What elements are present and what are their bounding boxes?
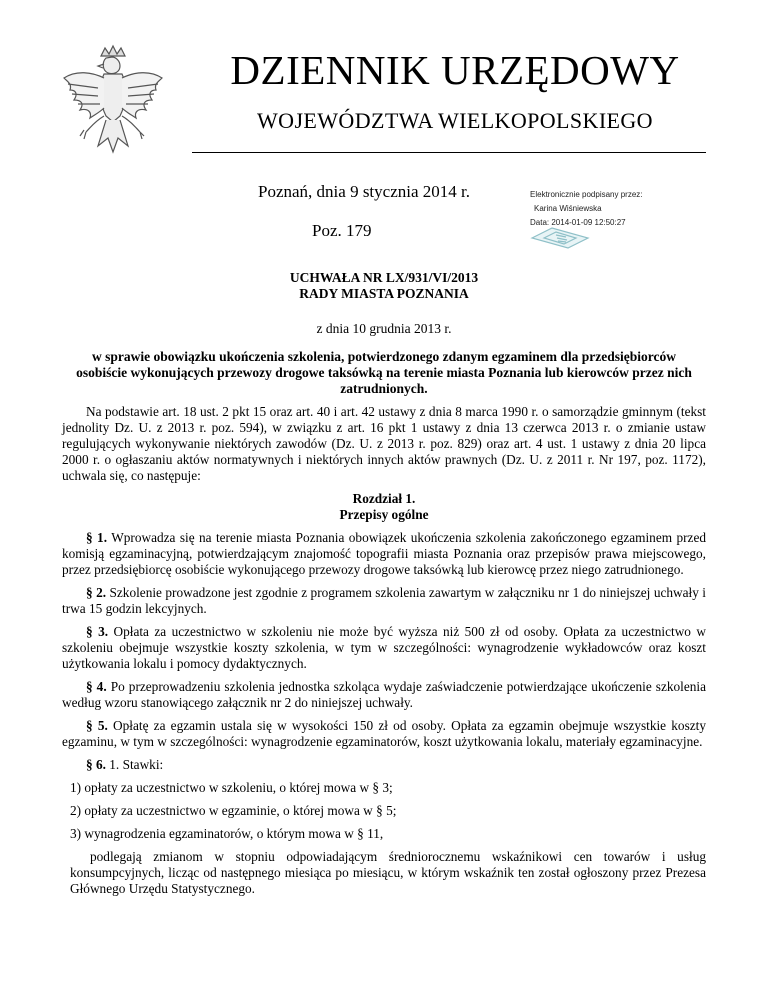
signature-date: Data: 2014-01-09 12:50:27 xyxy=(530,218,626,227)
act-number: UCHWAŁA NR LX/931/VI/2013 xyxy=(289,270,479,285)
paragraph-3 xyxy=(62,624,706,672)
act-issuer: RADY MIASTA POZNANIA xyxy=(299,286,469,301)
list-item: 3) wynagrodzenia egzaminatorów, o którym mowa w § 11, xyxy=(70,826,384,841)
paragraph-1 xyxy=(62,530,706,578)
paragraph-text: Szkolenie prowadzone jest zgodnie z programem szkolenia zawartym w załączniku nr 1 do niniejszej uchwały i trwa 15 godzin lekcyjnych. xyxy=(62,585,706,616)
paragraph-number: § 3. xyxy=(86,624,109,639)
journal-title: DZIENNIK URZĘDOWY xyxy=(230,47,680,93)
paragraph-text: Po przeprowadzeniu szkolenia jednostka szkoląca wydaje zaświadczenie potwierdzające ukończenie szkolenia według wzoru stanowiącego załącznik nr 2 do niniejszej uchwały. xyxy=(62,679,706,710)
paragraph-number: § 5. xyxy=(86,718,108,733)
chapter-number: Rozdział 1. xyxy=(352,491,416,506)
issue-date: Poznań, dnia 9 stycznia 2014 r. xyxy=(258,182,470,201)
act-subject: w sprawie obowiązku ukończenia szkolenia, potwierdzonego zdanym egzaminem dla przedsiębiorców osobiście wykonujących przewozy drogowe taksówką na terenie miasta Poznania lub kierowców przez nich zatrudnionych. xyxy=(76,349,692,396)
paragraph-text: Opłata za uczestnictwo w szkoleniu nie może być wyższa niż 500 zł od osoby. Opłata za uczestnictwo w szkoleniu obejmuje wszystkie koszty szkolenia, w tym w szczególności: wynagrodzenie wykładowców oraz koszt użytkowania lokalu i pomocy dydaktycznych. xyxy=(62,624,706,671)
polish-eagle-emblem-icon xyxy=(58,42,168,170)
issue-position: Poz. 179 xyxy=(312,221,372,240)
electronic-signature-block xyxy=(530,188,720,230)
act-heading xyxy=(0,270,768,302)
chapter-title: Przepisy ogólne xyxy=(339,507,429,522)
paragraph-number: § 1. xyxy=(86,530,108,545)
paragraph-4 xyxy=(62,679,706,711)
paragraph-text: 1. Stawki: xyxy=(109,757,164,772)
preamble: Na podstawie art. 18 ust. 2 pkt 15 oraz art. 40 i art. 42 ustawy z dnia 8 marca 1990 r. o samorządzie gminnym (tekst jednolity Dz. U. z 2013 r. poz. 594), w związku z art. 16 pkt 1 ustawy z dnia 13 czerwca 2013 r. o zmianie ustaw regulujących wykonywanie niektórych zawodów (Dz. U. z 2013 r. poz. 829) oraz art. 4 ust. 1 ustawy z dnia 20 lipca 2000 r. o ogłaszaniu aktów normatywnych i niektórych innych aktów prawnych (Dz. U. z 2011 r. Nr 197, poz. 1172), uchwala się, co następuje: xyxy=(62,404,706,483)
list-item: 1) opłaty za uczestnictwo w szkoleniu, o której mowa w § 3; xyxy=(70,780,393,795)
paragraph-text: Wprowadza się na terenie miasta Poznania obowiązek ukończenia szkolenia zakończonego egzaminem przed komisją egzaminacyjną, potwierdzającym znajomość topografii miasta Poznania oraz przepisów prawa miejscowego, przez przedsiębiorcę osobiście wykonującego przewozy drogowe taksówką lub kierowcę przez niego zatrudnionego. xyxy=(62,530,707,577)
paragraph-6-tail: podlegają zmianom w stopniu odpowiadającym średniorocznemu wskaźnikowi cen towarów i usług konsumpcyjnych, licząc od następnego miesiąca po miesiącu, w którym wskaźnik ten został ogłoszony przez Prezesa Głównego Urzędu Statystycznego. xyxy=(70,849,706,896)
chapter-heading xyxy=(62,491,706,523)
paragraph-6 xyxy=(62,757,706,773)
paragraph-number: § 4. xyxy=(86,679,107,694)
paragraph-number: § 6. xyxy=(86,757,106,772)
list-item: 2) opłaty za uczestnictwo w egzaminie, o której mowa w § 5; xyxy=(70,803,397,818)
paragraph-number: § 2. xyxy=(86,585,107,600)
paragraph-text: Opłatę za egzamin ustala się w wysokości 150 zł od osoby. Opłata za egzamin obejmuje wszystkie koszty egzaminu, w tym w szczególności: wynagrodzenie egzaminatorów, koszt użytkowania lokalu, materiały egzaminacyjne. xyxy=(62,718,706,749)
signature-label: Elektronicznie podpisany przez: xyxy=(530,190,643,199)
title-divider xyxy=(192,152,706,153)
act-body xyxy=(62,404,706,904)
paragraph-2 xyxy=(62,585,706,617)
act-date: z dnia 10 grudnia 2013 r. xyxy=(316,321,452,336)
paragraph-5 xyxy=(62,718,706,750)
e-signature-icon xyxy=(530,226,590,250)
journal-subtitle: WOJEWÓDZTWA WIELKOPOLSKIEGO xyxy=(257,108,653,133)
signature-name: Karina Wiśniewska xyxy=(534,204,602,213)
